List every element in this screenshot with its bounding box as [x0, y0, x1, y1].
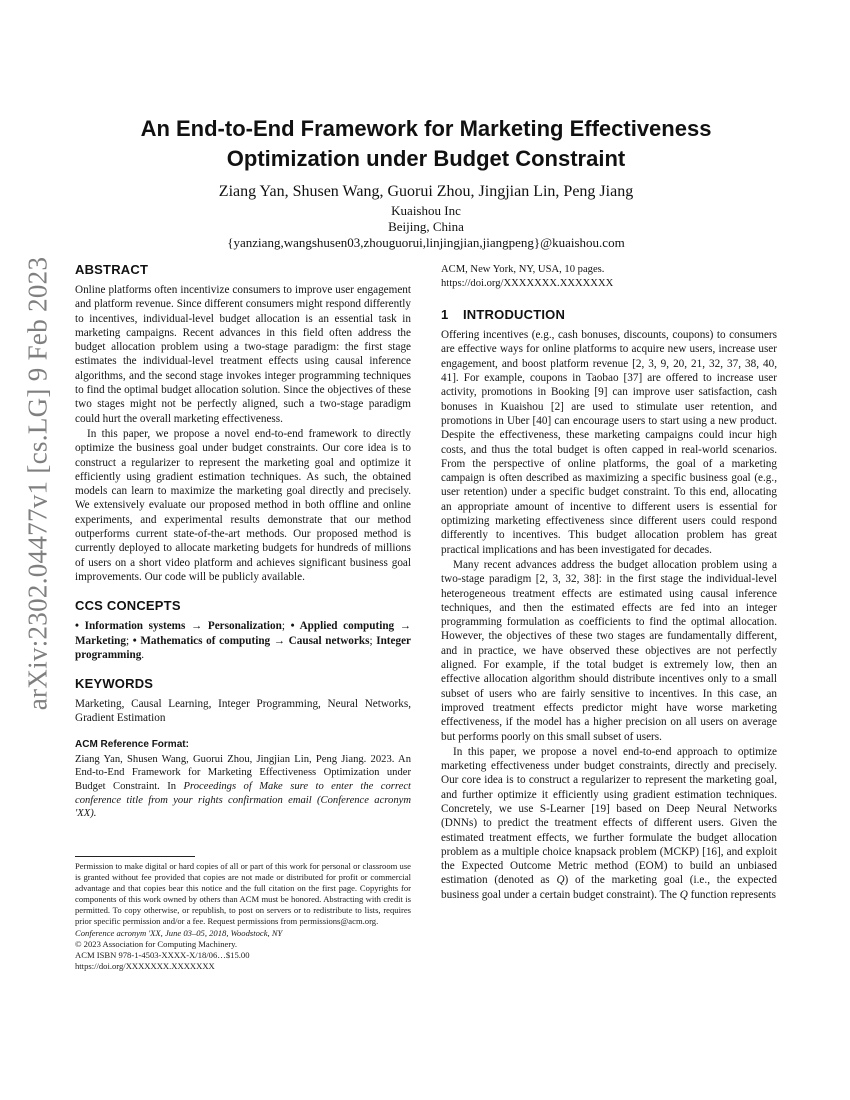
ccs-concepts-text: [75, 619, 411, 662]
introduction-heading-label: INTRODUCTION: [463, 307, 566, 323]
keywords-text: Marketing, Causal Learning, Integer Programming, Neural Networks, Gradient Estimation: [75, 698, 411, 725]
permission-notice: Permission to make digital or hard copies of all or part of this work for personal or classroom use is granted without fee provided that copies are not made or distributed for profit or commercial advantage and that copies bear this notice and the full citation on the first page. Copyrights for components of this work owned by others than ACM must be honored. Abstracting with credit is permitted. To copy otherwise, or republish, to post on servers or to redistribute to lists, requires prior specific permission and/or a fee. Request permissions from permissions@acm.org.: [75, 861, 411, 927]
doi-link[interactable]: https://doi.org/XXXXXXX.XXXXXXX: [75, 960, 215, 971]
ccs-concept-4: Integer programming: [75, 634, 412, 661]
paper-title-line-2: Optimization under Budget Constraint: [226, 146, 626, 171]
footnote-divider: [75, 856, 195, 857]
introduction-paragraph-3-part-2: ) of the marketing goal (i.e., the expected business goal under a certain budget constraint). The: [441, 874, 777, 901]
arxiv-identifier-text: arXiv:2302.04477v1 [cs.LG] 9 Feb 2023: [22, 256, 53, 710]
acm-reference-part-1: Ziang Yan, Shusen Wang, Guorui Zhou, Jingjian Lin, Peng Jiang. 2023. An End-to-End Framework for Marketing Effectiveness Optimization under Budget Constraint. In: [75, 753, 411, 792]
ccs-concept-3: • Mathematics of computing → Causal networks: [132, 634, 370, 647]
acm-reference-proceedings: Proceedings of Make sure to enter the correct conference title from your rights confirmation email (Conference acronym 'XX).: [75, 780, 411, 820]
paper-title-line-1: An End-to-End Framework for Marketing Effectiveness: [140, 116, 712, 141]
abstract-paragraph-2: In this paper, we propose a novel end-to-end framework to directly optimize the business goal under budget constraints. Our core idea is to construct a regularizer to represent the marketing goal and optimize it efficiently using gradient estimation techniques. As such, the obtained models can learn to maximize the marketing goal directly and precisely. We extensively evaluate our proposed method in both offline and online experiments, and experimental results demonstrate that our method outperforms current state-of-the-art methods. Our proposed method is currently deployed to allocate marketing budgets for hundreds of millions of users on a short video platform and achieves significant business goal improvements. Our code will be publicly available.: [75, 427, 411, 583]
copyright-line: © 2023 Association for Computing Machinery.: [75, 938, 238, 949]
ccs-end: .: [141, 648, 145, 661]
paper-title: [75, 114, 777, 174]
ccs-separator-3: ;: [369, 634, 377, 647]
affiliation-location: Beijing, China: [388, 219, 464, 234]
introduction-paragraph-3-part-1: In this paper, we propose a novel end-to-end approach to optimize marketing effectiveness under budget constraints, directly and precisely. Our core idea is to construct a regularizer to represent the marketing goal, and further optimize it efficiently using gradient estimation techniques. Concretely, we use S-Learner [19] based on Deep Neural Networks (DNNs) to predict the treatment effects of different users. Given the estimated treatment effects, we further formulate the budget allocation problem as a multiple choice knapsack problem (MCKP) [16], and exploit the Expected Outcome Metric method (EOM) to build an unbiased estimation (denoted as: [441, 745, 777, 887]
acm-reference-heading: ACM Reference Format:: [75, 738, 189, 750]
ccs-separator-1: ;: [281, 620, 291, 633]
acm-reference-continuation: ACM, New York, NY, USA, 10 pages. https://doi.org/XXXXXXX.XXXXXXX: [441, 264, 614, 289]
left-column: [75, 262, 411, 821]
introduction-section-number: 1: [441, 307, 449, 323]
conference-info: Conference acronym 'XX, June 03–05, 2018, Woodstock, NY: [75, 927, 283, 938]
affiliation-organization: Kuaishou Inc: [391, 203, 461, 218]
affiliation-email: {yanziang,wangshusen03,zhouguorui,linjingjian,jiangpeng}@kuaishou.com: [227, 235, 625, 250]
isbn-line: ACM ISBN 978-1-4503-XXXX-X/18/06…$15.00: [75, 949, 250, 960]
introduction-heading: [441, 307, 777, 323]
ccs-concept-2: • Applied computing → Marketing: [75, 620, 411, 647]
copyright-footnote: [75, 861, 411, 972]
ccs-separator-2: ;: [125, 634, 133, 647]
introduction-paragraph-2: Many recent advances address the budget allocation problem using a two-stage paradigm [2, 3, 32, 38]: in the first stage the individual-level heterogeneous treatment effects are estimated using causal inference techniques, and then the estimated effects are fed into an integer programming formulation as coefficients to find the optimal allocation. However, the objectives of these two stages are fundamentally different, and in practice, we have observed these objectives are not perfectly aligned. For example, if the total budget is extremely low, then an effective allocation algorithm should distribute incentives only to a small subset of users who are fairly sensitive to incentives. In this case, an improved treatment effects predictor might have worse marketing effectiveness, if the model has a higher precision on all users on average but performs poorly on this small subset of users.: [441, 558, 777, 743]
arxiv-identifier-stamp: [12, 256, 64, 710]
abstract-heading: ABSTRACT: [75, 262, 149, 277]
introduction-paragraph-1: Offering incentives (e.g., cash bonuses, discounts, coupons) to consumers are effective ways for online platforms to acquire new users, increase user engagement, and boost platform revenue [2, 3, 9, 20, 21, 32, 37, 38, 40, 41]. For example, coupons in Taobao [37] are offered to increase user activity, promotions in Booking [9] can improve user satisfaction, cash bonuses in Kuaishou [2] are used to stimulate user retention, and promotions in Uber [40] can encourage users to start using a new product. Despite the effectiveness, these marketing campaigns could incur high costs, and thus the total budget is often capped in real-world scenarios. From the perspective of online platforms, the goal of a marketing campaign is often described as maximizing a specific business goal (e.g., user retention) under a specific budget constraint. To this end, allocating an appropriate amount of incentive to different users is essential for optimizing marketing effectiveness since different users could respond differently to incentives. This budget allocation problem has great practical implications and has been investigated for decades.: [441, 329, 777, 556]
ccs-concepts-heading: CCS CONCEPTS: [75, 598, 181, 614]
q-symbol: Q: [556, 874, 565, 887]
keywords-heading: KEYWORDS: [75, 676, 154, 692]
introduction-paragraph-3-part-3: function represents: [687, 888, 777, 901]
introduction-paragraph-3: [441, 745, 777, 902]
abstract-paragraph-1: Online platforms often incentivize consumers to improve user engagement and platform revenue. Since different consumers might respond differently to incentives, individual-level budget allocation is an essential task in marketing campaigns. Recent advances in this field often address the budget allocation problem using a two-stage paradigm: the first stage estimates the individual-level treatment effects using causal inference algorithms, and the second stage invokes integer programming techniques to find the optimal budget allocation solution. Since the objectives of these two stages might not be perfectly aligned, such a two-stage paradigm could hurt the overall marketing effectiveness.: [75, 284, 411, 425]
q-symbol: Q: [679, 888, 688, 901]
right-column: [441, 263, 777, 902]
acm-reference-text: [75, 753, 411, 821]
author-list: Ziang Yan, Shusen Wang, Guorui Zhou, Jingjian Lin, Peng Jiang: [218, 183, 634, 200]
ccs-concept-1: • Information systems → Personalization: [75, 620, 282, 633]
